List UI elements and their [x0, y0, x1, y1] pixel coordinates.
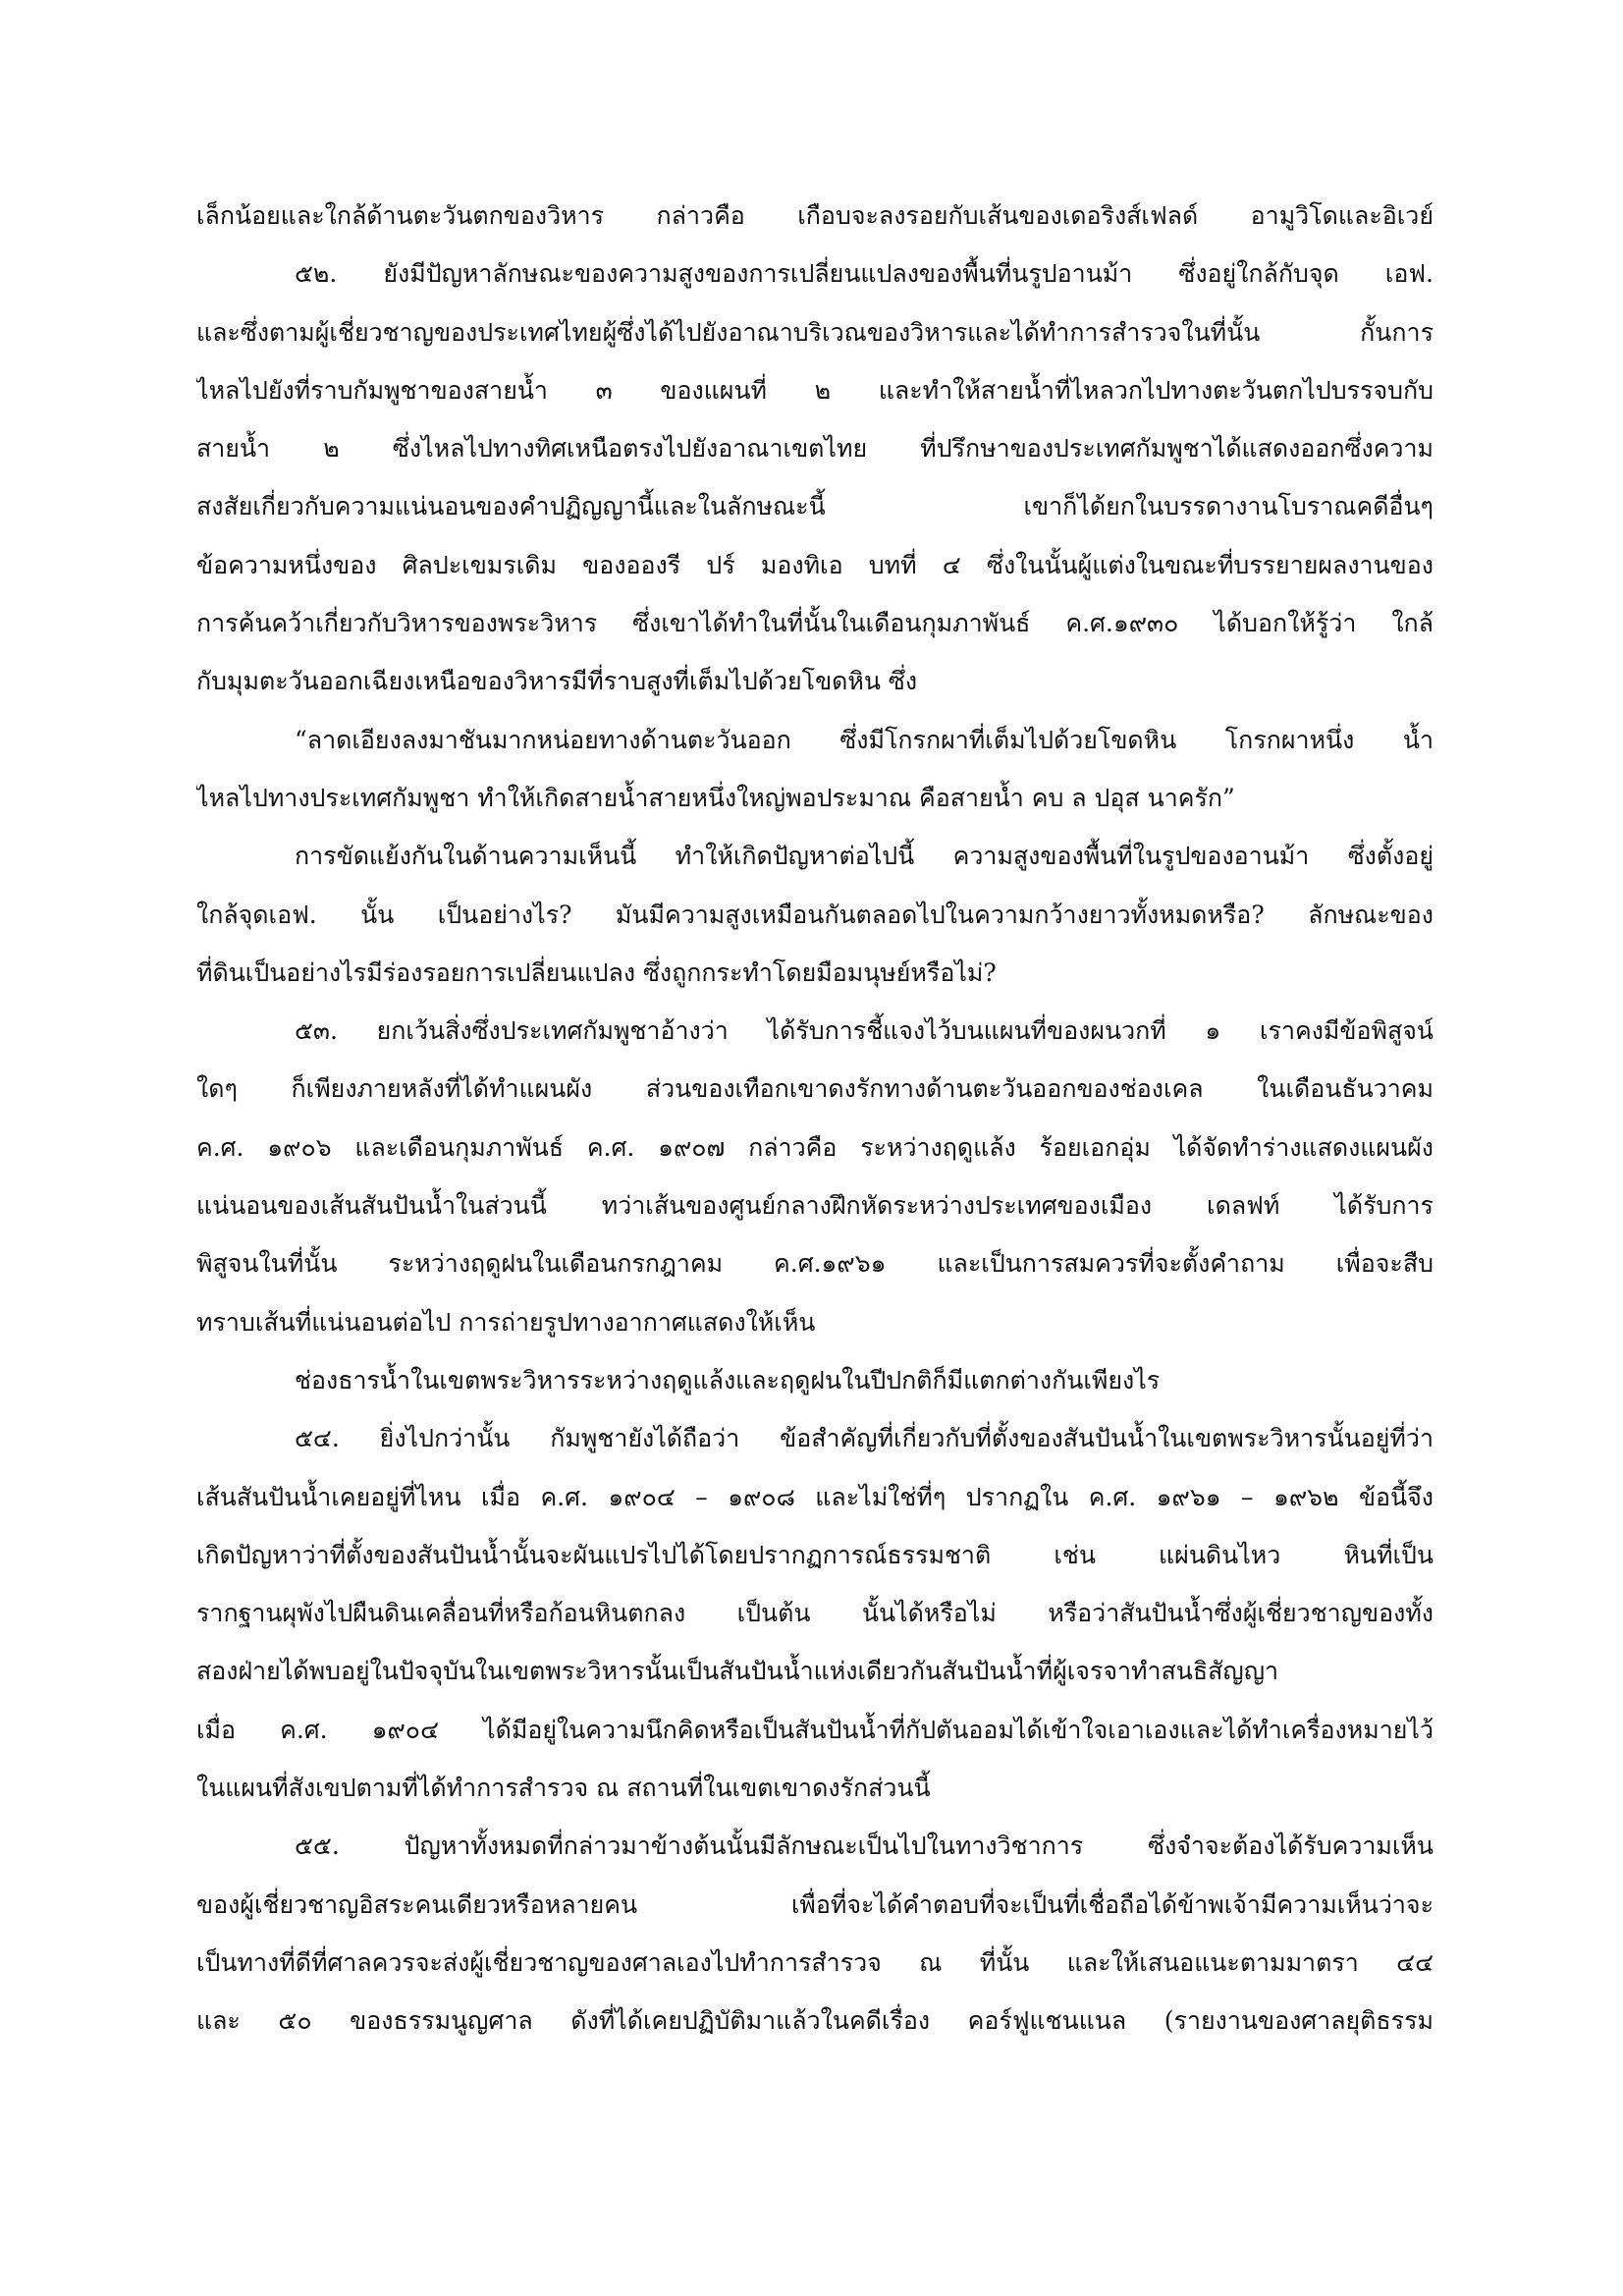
- text-line: เกิดปัญหาว่าที่ตั้งของสันปันน้ำนั้นจะผันแปรไปได้โดยปรากฏการณ์ธรรมชาติ เช่น แผ่นดินไหว หินที่เป็น: [196, 1540, 1434, 1569]
- text-line: เส้นสันปันน้ำเคยอยู่ที่ไหน เมื่อ ค.ศ. ๑๙๐๔ – ๑๙๐๘ และไม่ใช่ที่ๆ ปรากฏใน ค.ศ. ๑๙๖๑ – ๑๙๖๒ ข้อนี้จึง: [196, 1482, 1434, 1511]
- text-line: และซึ่งตามผู้เชี่ยวชาญของประเทศไทยผู้ซึ่งได้ไปยังอาณาบริเวณของวิหารและได้ทำการสำรวจในที่นั้น กั้นการ: [196, 317, 1434, 347]
- text-line: ใกล้จุดเอฟ. นั้น เป็นอย่างไร? มันมีความสูงเหมือนกันตลอดไปในความกว้างยาวทั้งหมดหรือ? ลักษณะของ: [196, 900, 1434, 929]
- text-line: ข้อความหนึ่งของ ศิลปะเขมรเดิม ของอองรี ปร์ มองทิเอ บทที่ ๔ ซึ่งในนั้นผู้แต่งในขณะที่บรรยายผลงานของ: [196, 550, 1434, 579]
- text-line: ทราบเส้นที่แน่นอนต่อไป การถ่ายรูปทางอากาศแสดงให้เห็น: [196, 1307, 816, 1337]
- text-line: ในแผนที่สังเขปตามที่ได้ทำการสำรวจ ณ สถานที่ในเขตเขาดงรักส่วนนี้: [196, 1774, 931, 1803]
- quotation-first-line: “ลาดเอียงลงมาชันมากหน่อยทางด้านตะวันออก ซึ่งมีโกรกผาที่เต็มไปด้วยโขดหิน โกรกผาหนึ่ง น้ำ: [295, 725, 1434, 754]
- text-line: สงสัยเกี่ยวกับความแน่นอนของคำปฏิญญานี้และในลักษณะนี้ เขาก็ได้ยกในบรรดางานโบราณคดีอื่นๆ: [196, 492, 1434, 521]
- text-line: การค้นคว้าเกี่ยวกับวิหารของพระวิหาร ซึ่งเขาได้ทำในที่นั้นในเดือนกุมภาพันธ์ ค.ศ.๑๙๓๐ ได้บอกให้รู้ว่า ใกล้: [196, 609, 1434, 638]
- paragraph-conflict-first-line: การขัดแย้งกันในด้านความเห็นนี้ ทำให้เกิดปัญหาต่อไปนี้ ความสูงของพื้นที่ในรูปของอานม้า ซึ่งตั้งอยู่: [295, 842, 1434, 871]
- text-line: สายน้ำ ๒ ซึ่งไหลไปทางทิศเหนือตรงไปยังอาณาเขตไทย ที่ปรึกษาของประเทศกัมพูชาได้แสดงออกซึ่งความ: [196, 434, 1434, 464]
- text-line: พิสูจนในที่นั้น ระหว่างฤดูฝนในเดือนกรกฎาคม ค.ศ.๑๙๖๑ และเป็นการสมควรที่จะตั้งคำถาม เพื่อจะสืบ: [196, 1249, 1434, 1279]
- paragraph-53-first-line: ๕๓. ยกเว้นสิ่งซึ่งประเทศกัมพูชาอ้างว่า ได้รับการชี้แจงไว้บนแผนที่ของผนวกที่ ๑ เราคงมีข้อพิสูจน์: [295, 1016, 1434, 1046]
- text-line: เป็นทางที่ดีที่ศาลควรจะส่งผู้เชี่ยวชาญของศาลเองไปทำการสำรวจ ณ ที่นั้น และให้เสนอแนะตามมาตรา ๔๔: [196, 1947, 1434, 1977]
- text-line: รากฐานผุพังไปผืนดินเคลื่อนที่หรือก้อนหินตกลง เป็นต้น นั้นได้หรือไม่ หรือว่าสันปันน้ำซึ่งผู้เชี่ยวชาญของทั้ง: [196, 1599, 1434, 1628]
- text-line: แน่นอนของเส้นสันปันน้ำในส่วนนี้ ทว่าเส้นของศูนย์กลางฝึกหัดระหว่างประเทศของเมือง เดลฟท์ ได้รับการ: [196, 1191, 1434, 1221]
- paragraph-55-first-line: ๕๕. ปัญหาทั้งหมดที่กล่าวมาข้างต้นนั้นมีลักษณะเป็นไปในทางวิชาการ ซึ่งจำจะต้องได้รับความเห็น: [295, 1831, 1434, 1861]
- text-line: ไหลไปยังที่ราบกัมพูชาของสายน้ำ ๓ ของแผนที่ ๒ และทำให้สายน้ำที่ไหลวกไปทางตะวันตกไปบรรจบกับ: [196, 375, 1434, 405]
- text-line: และ ๕๐ ของธรรมนูญศาล ดังที่ได้เคยปฏิบัติมาแล้วในคดีเรื่อง คอร์ฟูแชนแนล (รายงานของศาลยุติธรรม: [196, 2006, 1434, 2036]
- text-line: เล็กน้อยและใกล้ด้านตะวันตกของวิหาร กล่าวคือ เกือบจะลงรอยกับเส้นของเดอริงส์เฟลด์ อามูวิโดและอิเวย์: [196, 201, 1434, 230]
- paragraph-52-first-line: ๕๒. ยังมีปัญหาลักษณะของความสูงของการเปลี่ยนแปลงของพื้นที่นรูปอานม้า ซึ่งอยู่ใกล้กับจุด เอฟ.: [295, 259, 1434, 289]
- document-body: [196, 187, 1434, 2050]
- text-line: กับมุมตะวันออกเฉียงเหนือของวิหารมีที่ราบสูงที่เต็มไปด้วยโขดหิน ซึ่ง: [196, 667, 918, 696]
- text-line: เมื่อ ค.ศ. ๑๙๐๔ ได้มีอยู่ในความนึกคิดหรือเป็นสันปันน้ำที่กัปตันออมได้เข้าใจเอาเองและได้ทำเครื่องหมายไว้: [196, 1715, 1434, 1744]
- text-line: สองฝ่ายได้พบอยู่ในปัจจุบันในเขตพระวิหารนั้นเป็นสันปันน้ำแห่งเดียวกันสันปันน้ำที่ผู้เจรจาทำสนธิสัญญา: [196, 1657, 1279, 1686]
- text-line: ค.ศ. ๑๙๐๖ และเดือนกุมภาพันธ์ ค.ศ. ๑๙๐๗ กล่าวคือ ระหว่างฤดูแล้ง ร้อยเอกอุ่ม ได้จัดทำร่างแสดงแผนผัง: [196, 1132, 1434, 1162]
- text-line: ใดๆ ก็เพียงภายหลังที่ได้ทำแผนผัง ส่วนของเทือกเขาดงรักทางด้านตะวันออกของช่องเคล ในเดือนธันวาคม: [196, 1074, 1434, 1104]
- standalone-line: ช่องธารน้ำในเขตพระวิหารระหว่างฤดูแล้งและฤดูฝนในปีปกติก็มีแตกต่างกันเพียงไร: [295, 1365, 1161, 1394]
- quotation-last-line: ไหลไปทางประเทศกัมพูชา ทำให้เกิดสายน้ำสายหนึ่งใหญ่พอประมาณ คือสายน้ำ คบ ล ปอุส นาครัก”: [196, 783, 1235, 812]
- paragraph-54-first-line: ๕๔. ยิ่งไปกว่านั้น กัมพูชายังได้ถือว่า ข้อสำคัญที่เกี่ยวกับที่ตั้งของสันปันน้ำในเขตพระวิหารนั้นอยู่ที่ว่า: [295, 1424, 1434, 1453]
- text-line: ของผู้เชี่ยวชาญอิสระคนเดียวหรือหลายคน เพื่อที่จะได้คำตอบที่จะเป็นที่เชื่อถือได้ข้าพเจ้ามีความเห็นว่าจะ: [196, 1889, 1434, 1919]
- text-line: ที่ดินเป็นอย่างไรมีร่องรอยการเปลี่ยนแปลง ซึ่งถูกกระทำโดยมือมนุษย์หรือไม่?: [196, 957, 997, 987]
